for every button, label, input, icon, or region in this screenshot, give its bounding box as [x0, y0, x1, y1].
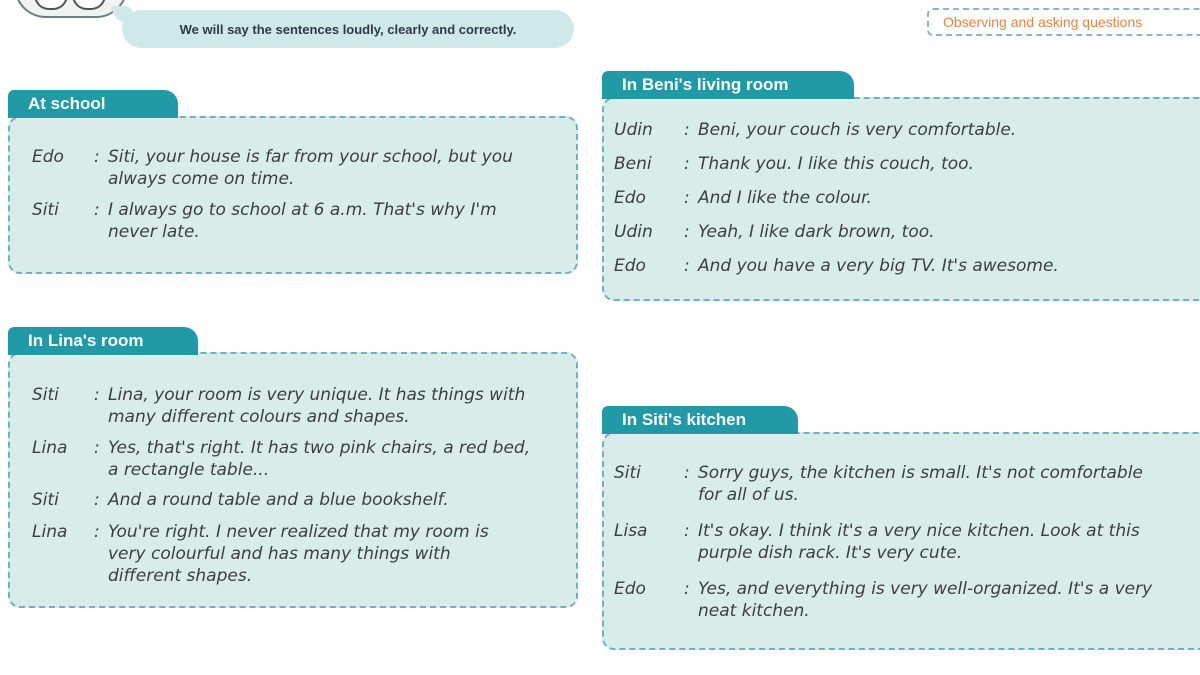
dialogue-text: Siti, your house is far from your school, but you always come on time. [108, 147, 513, 189]
dialogue-line [614, 462, 1194, 506]
dialogue-line [614, 187, 1194, 209]
dialogue-text: It's okay. I think it's a very nice kitchen. Look at this purple dish rack. It's very cute. [698, 521, 1140, 563]
speaker-colon: : [684, 463, 690, 483]
dialogue-line [32, 384, 552, 428]
dialogue-title-text: In Beni's living room [622, 75, 789, 94]
speaker-name: Lisa [614, 521, 648, 541]
speaker-name: Siti [614, 463, 641, 483]
section-label-text: Observing and asking questions [943, 14, 1143, 30]
dialogue-line [32, 437, 552, 481]
dialogue-line [614, 578, 1194, 622]
speaker-name: Siti [32, 200, 59, 220]
speaker-name: Edo [614, 256, 646, 276]
dialogue-line [614, 153, 1194, 175]
speaker-name: Siti [32, 490, 59, 510]
speaker-colon: : [684, 188, 690, 208]
dialogue-text: Sorry guys, the kitchen is small. It's not comfortable for all of us. [698, 463, 1143, 505]
dialogue-line [614, 119, 1194, 141]
instruction-text: We will say the sentences loudly, clearly and correctly. [179, 21, 517, 37]
dialogue-title-at-school [8, 90, 178, 118]
dialogue-text: And you have a very big TV. It's awesome. [698, 256, 1059, 276]
dialogue-text: Yeah, I like dark brown, too. [698, 222, 935, 242]
dialogue-line [32, 521, 552, 587]
speaker-name: Beni [614, 154, 652, 174]
dialogue-text: Lina, your room is very unique. It has things with many different colours and shapes. [108, 385, 526, 427]
dialogue-line [614, 221, 1194, 243]
speaker-colon: : [684, 120, 690, 140]
speaker-colon: : [94, 147, 100, 167]
dialogue-text: You're right. I never realized that my room is very colourful and has many things with different shapes. [108, 522, 489, 586]
dialogue-title-sitis-kitchen [602, 406, 798, 434]
speaker-name: Lina [32, 522, 68, 542]
speaker-colon: : [94, 385, 100, 405]
speaker-name: Lina [32, 438, 68, 458]
dialogue-line [614, 255, 1194, 277]
dialogue-title-linas-room [8, 327, 198, 355]
dialogue-text: Beni, your couch is very comfortable. [698, 120, 1017, 140]
instruction-banner [122, 10, 574, 48]
mascot-eye-icon [34, 0, 68, 10]
dialogue-text: Thank you. I like this couch, too. [698, 154, 974, 174]
dialogue-line [614, 520, 1194, 564]
dialogue-text: Yes, and everything is very well-organized. It's a very neat kitchen. [698, 579, 1153, 621]
dialogue-line [32, 146, 552, 190]
speaker-name: Udin [614, 120, 653, 140]
speaker-name: Siti [32, 385, 59, 405]
speaker-colon: : [684, 521, 690, 541]
section-label [927, 8, 1200, 36]
mascot-eye-icon [72, 0, 106, 10]
speaker-name: Edo [614, 188, 646, 208]
speaker-colon: : [684, 579, 690, 599]
dialogue-title-text: In Siti's kitchen [622, 410, 747, 429]
speaker-colon: : [94, 200, 100, 220]
speaker-colon: : [684, 154, 690, 174]
dialogue-title-text: In Lina's room [28, 331, 144, 350]
dialogue-text: And a round table and a blue bookshelf. [108, 490, 449, 510]
dialogue-text: I always go to school at 6 a.m. That's why I'm never late. [108, 200, 497, 242]
speaker-colon: : [684, 222, 690, 242]
speaker-colon: : [94, 490, 100, 510]
speaker-name: Udin [614, 222, 653, 242]
speaker-colon: : [684, 256, 690, 276]
dialogue-title-text: At school [28, 94, 106, 113]
speaker-name: Edo [32, 147, 64, 167]
dialogue-text: Yes, that's right. It has two pink chairs, a red bed, a rectangle table... [108, 438, 531, 480]
speaker-colon: : [94, 522, 100, 542]
speaker-colon: : [94, 438, 100, 458]
dialogue-title-benis-living-room [602, 71, 854, 99]
dialogue-line [32, 489, 552, 511]
speaker-name: Edo [614, 579, 646, 599]
dialogue-text: And I like the colour. [698, 188, 872, 208]
dialogue-box-at-school [8, 116, 578, 274]
dialogue-line [32, 199, 552, 243]
